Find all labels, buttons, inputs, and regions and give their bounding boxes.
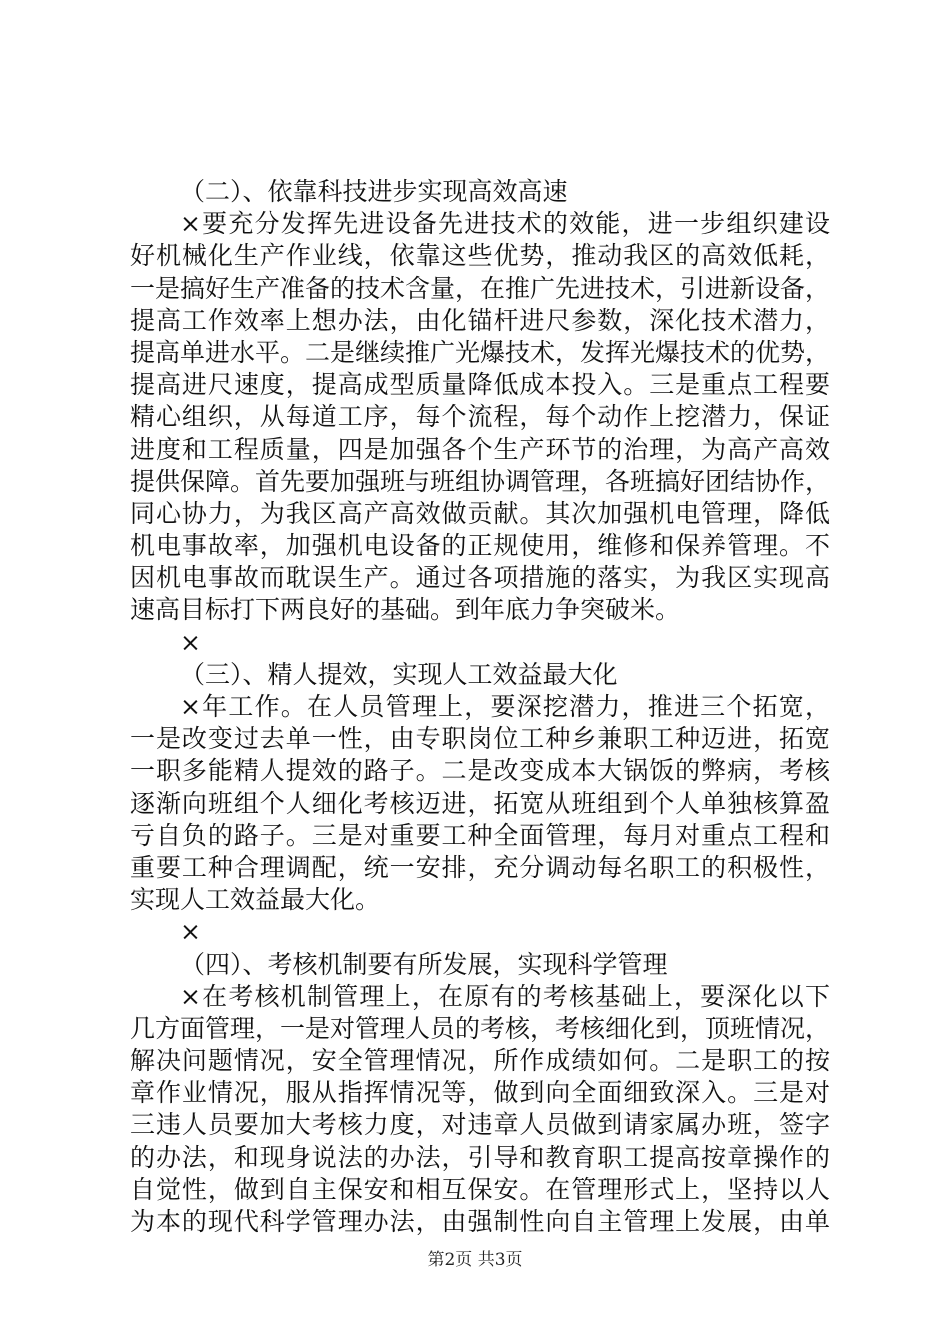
text-line: 提供保障。首先要加强班与班组协调管理，各班搞好团结协作， <box>130 466 831 496</box>
text-line: 一是改变过去单一性，由专职岗位工种乡兼职工种迈进，拓宽 <box>130 724 830 754</box>
text-line: 实现人工效益最大化。 <box>130 885 381 915</box>
text-line: 三违人员要加大考核力度，对违章人员做到请家属办班，签字 <box>130 1110 830 1140</box>
text-line: 因机电事故而耽误生产。通过各项措施的落实，为我区实现高 <box>130 563 830 593</box>
text-line: × <box>180 627 201 657</box>
text-line: 提高单进水平。二是继续推广光爆技术，发挥光爆技术的优势， <box>130 337 831 367</box>
text-line: 机电事故率，加强机电设备的正规使用，维修和保养管理。不 <box>130 531 830 561</box>
text-line: 提高进尺速度，提高成型质量降低成本投入。三是重点工程要 <box>130 370 830 400</box>
text-line: （四）、考核机制要有所发展，实现科学管理 <box>180 949 668 979</box>
text-line: ×要充分发挥先进设备先进技术的效能，进一步组织建设 <box>180 209 830 239</box>
text-line: 进度和工程质量，四是加强各个生产环节的治理，为高产高效 <box>130 434 830 464</box>
text-line: 为本的现代科学管理办法，由强制性向自主管理上发展，由单 <box>130 1207 830 1236</box>
text-line: 好机械化生产作业线，依靠这些优势，推动我区的高效低耗， <box>130 241 830 271</box>
text-line: 解决问题情况，安全管理情况，所作成绩如何。二是职工的按 <box>130 1046 830 1076</box>
text-line: 提高工作效率上想办法，由化锚杆进尺参数，深化技术潜力， <box>130 305 830 335</box>
text-line: 逐渐向班组个人细化考核迈进，拓宽从班组到个人单独核算盈 <box>130 788 830 818</box>
text-line: 自觉性，做到自主保安和相互保安。在管理形式上，坚持以人 <box>130 1174 830 1204</box>
text-line: 一职多能精人提效的路子。二是改变成本大锅饭的弊病，考核 <box>130 756 830 786</box>
text-line: 速高目标打下两良好的基础。到年底力争突破米。 <box>130 595 681 625</box>
text-line: × <box>180 917 201 947</box>
text-line: 章作业情况，服从指挥情况等，做到向全面细致深入。三是对 <box>130 1078 830 1108</box>
document-body <box>130 176 830 1238</box>
text-line: ×在考核机制管理上，在原有的考核基础上，要深化以下 <box>180 981 830 1011</box>
text-line: 重要工种合理调配，统一安排，充分调动每名职工的积极性， <box>130 852 830 882</box>
text-line: 几方面管理，一是对管理人员的考核，考核细化到，顶班情况， <box>130 1013 831 1043</box>
text-line: 的办法，和现身说法的办法，引导和教育职工提高按章操作的 <box>130 1142 830 1172</box>
text-line: （三）、精人提效，实现人工效益最大化 <box>180 659 618 689</box>
text-line: 同心协力，为我区高产高效做贡献。其次加强机电管理，降低 <box>130 498 830 528</box>
text-line: 亏自负的路子。三是对重要工种全面管理，每月对重点工程和 <box>130 820 830 850</box>
text-line: ×年工作。在人员管理上，要深挖潜力，推进三个拓宽， <box>180 692 830 721</box>
text-line: 精心组织，从每道工序，每个流程，每个动作上挖潜力，保证 <box>130 402 830 432</box>
text-line: 一是搞好生产准备的技术含量，在推广先进技术，引进新设备， <box>130 273 831 303</box>
page-footer: 第2页 共3页 <box>427 1250 523 1270</box>
text-line: （二）、依靠科技进步实现高效高速 <box>180 177 568 206</box>
